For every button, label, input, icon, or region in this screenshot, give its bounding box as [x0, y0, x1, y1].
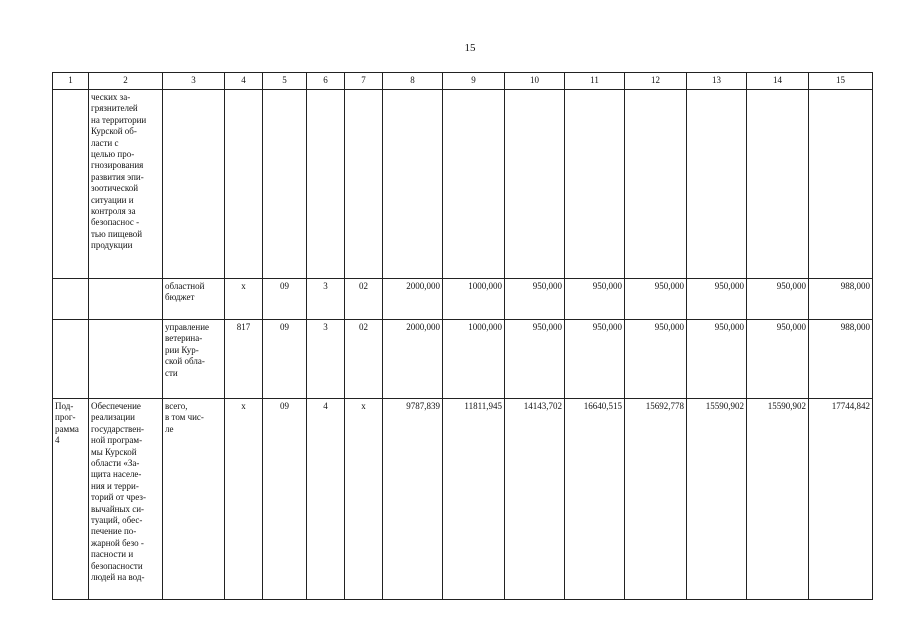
code-cell	[263, 90, 307, 279]
value-cell: 2000,000	[383, 279, 443, 320]
value-cell: 950,000	[565, 320, 625, 399]
value-cell	[443, 90, 505, 279]
header-cell-15: 15	[809, 73, 873, 90]
value-cell: 17744,842	[809, 399, 873, 600]
table-row	[53, 279, 873, 320]
code-cell: х	[225, 399, 263, 600]
description-cell: Обеспечение реализации государствен- ной програм- мы Курской области «За- щита населе- ния и терри- торий от чрез- вычайных си- туаций, обес- печение по- жарной безо - пасности и безопасности людей на вод-	[89, 399, 163, 600]
code-cell: х	[345, 399, 383, 600]
header-cell-8: 8	[383, 73, 443, 90]
header-cell-10: 10	[505, 73, 565, 90]
budget-table	[52, 72, 873, 600]
value-cell: 950,000	[565, 279, 625, 320]
header-cell-3: 3	[163, 73, 225, 90]
subprogram-cell	[53, 320, 89, 399]
header-cell-4: 4	[225, 73, 263, 90]
value-cell: 2000,000	[383, 320, 443, 399]
table-row	[53, 320, 873, 399]
funding-source-cell: всего, в том чис- ле	[163, 399, 225, 600]
subprogram-cell	[53, 279, 89, 320]
page-number: 15	[464, 42, 476, 54]
code-cell: 3	[307, 320, 345, 399]
funding-source-cell: областной бюджет	[163, 279, 225, 320]
funding-source-cell: управление ветерина- рии Кур- ской обла- сти	[163, 320, 225, 399]
subprogram-cell: Под- прог- рамма 4	[53, 399, 89, 600]
value-cell: 9787,839	[383, 399, 443, 600]
value-cell	[565, 90, 625, 279]
code-cell	[307, 90, 345, 279]
value-cell	[383, 90, 443, 279]
header-row	[53, 73, 873, 90]
value-cell	[505, 90, 565, 279]
header-cell-6: 6	[307, 73, 345, 90]
code-cell: 02	[345, 279, 383, 320]
value-cell: 1000,000	[443, 320, 505, 399]
value-cell: 950,000	[505, 320, 565, 399]
value-cell: 15590,902	[687, 399, 747, 600]
code-cell: 09	[263, 399, 307, 600]
code-cell: 3	[307, 279, 345, 320]
value-cell: 950,000	[747, 320, 809, 399]
value-cell	[687, 90, 747, 279]
header-cell-12: 12	[625, 73, 687, 90]
header-cell-1: 1	[53, 73, 89, 90]
code-cell: 09	[263, 320, 307, 399]
header-cell-13: 13	[687, 73, 747, 90]
value-cell: 988,000	[809, 320, 873, 399]
header-cell-7: 7	[345, 73, 383, 90]
header-cell-2: 2	[89, 73, 163, 90]
value-cell	[747, 90, 809, 279]
code-cell: 02	[345, 320, 383, 399]
value-cell: 950,000	[687, 279, 747, 320]
code-cell: 09	[263, 279, 307, 320]
value-cell: 950,000	[625, 279, 687, 320]
header-cell-11: 11	[565, 73, 625, 90]
value-cell: 950,000	[747, 279, 809, 320]
value-cell: 14143,702	[505, 399, 565, 600]
table-row	[53, 90, 873, 279]
code-cell	[345, 90, 383, 279]
value-cell: 16640,515	[565, 399, 625, 600]
value-cell: 950,000	[505, 279, 565, 320]
code-cell: 817	[225, 320, 263, 399]
value-cell	[809, 90, 873, 279]
value-cell: 15692,778	[625, 399, 687, 600]
value-cell: 15590,902	[747, 399, 809, 600]
funding-source-cell	[163, 90, 225, 279]
code-cell	[225, 90, 263, 279]
value-cell: 950,000	[687, 320, 747, 399]
header-cell-5: 5	[263, 73, 307, 90]
code-cell: 4	[307, 399, 345, 600]
description-cell	[89, 320, 163, 399]
value-cell: 1000,000	[443, 279, 505, 320]
value-cell	[625, 90, 687, 279]
value-cell: 988,000	[809, 279, 873, 320]
value-cell: 950,000	[625, 320, 687, 399]
description-cell	[89, 279, 163, 320]
header-cell-9: 9	[443, 73, 505, 90]
value-cell: 11811,945	[443, 399, 505, 600]
header-cell-14: 14	[747, 73, 809, 90]
table-row	[53, 399, 873, 600]
subprogram-cell	[53, 90, 89, 279]
description-cell: ческих за- грязнителей на территории Курской об- ласти с целью про- гнозирования развития эпи- зоотической ситуации и контроля за безопаснос - тью пищевой продукции	[89, 90, 163, 279]
code-cell: х	[225, 279, 263, 320]
